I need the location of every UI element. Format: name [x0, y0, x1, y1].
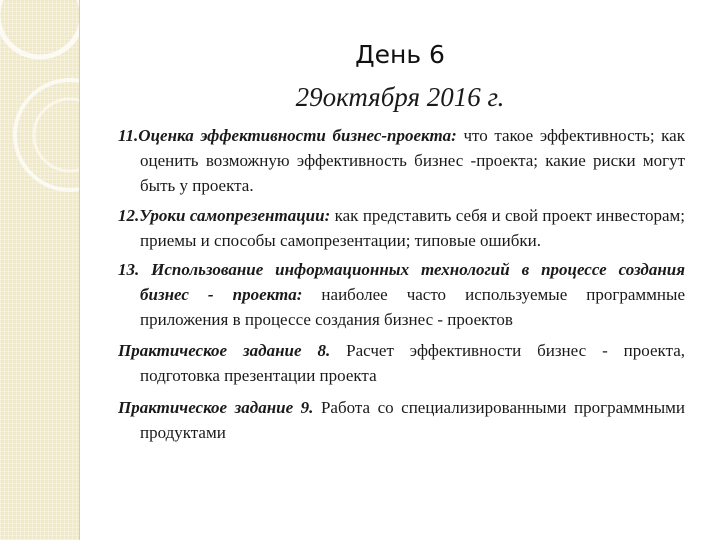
decorative-side-band: [0, 0, 79, 540]
agenda-item-text: Работа со специализированными программными продуктами: [140, 398, 685, 442]
side-divider: [79, 0, 80, 540]
agenda-item-heading: Практическое задание 8.: [118, 341, 331, 360]
slide-date: 29октября 2016 г.: [295, 82, 505, 112]
agenda-item-text: наиболее часто используемые программные приложения в процессе создания бизнес - проектов: [140, 285, 685, 329]
slide-title: День 6: [355, 40, 445, 69]
agenda-item-heading: 12.Уроки самопрезентации:: [118, 206, 331, 225]
agenda-item-heading: 11.Оценка эффективности бизнес-проекта:: [118, 126, 457, 145]
agenda-item-heading: 13. Использование информационных технологий в процессе создания бизнес - проекта:: [118, 260, 685, 304]
agenda-item: [118, 338, 685, 388]
agenda-item: [118, 123, 685, 198]
agenda-item-text: как представить себя и свой проект инвесторам; приемы и способы самопрезентации; типовые ошибки.: [140, 206, 685, 250]
agenda-item-text: что такое эффективность; как оценить возможную эффективность бизнес -проекта; какие риски могут быть у проекта.: [140, 126, 685, 195]
agenda-item: [118, 203, 685, 253]
agenda-item: [118, 257, 685, 332]
slide-body: [118, 123, 685, 450]
agenda-item-text: Расчет эффективности бизнес - проекта, подготовка презентации проекта: [140, 341, 685, 385]
decorative-rings-icon: [0, 0, 79, 540]
agenda-item-heading: Практическое задание 9.: [118, 398, 314, 417]
agenda-item: [118, 395, 685, 445]
